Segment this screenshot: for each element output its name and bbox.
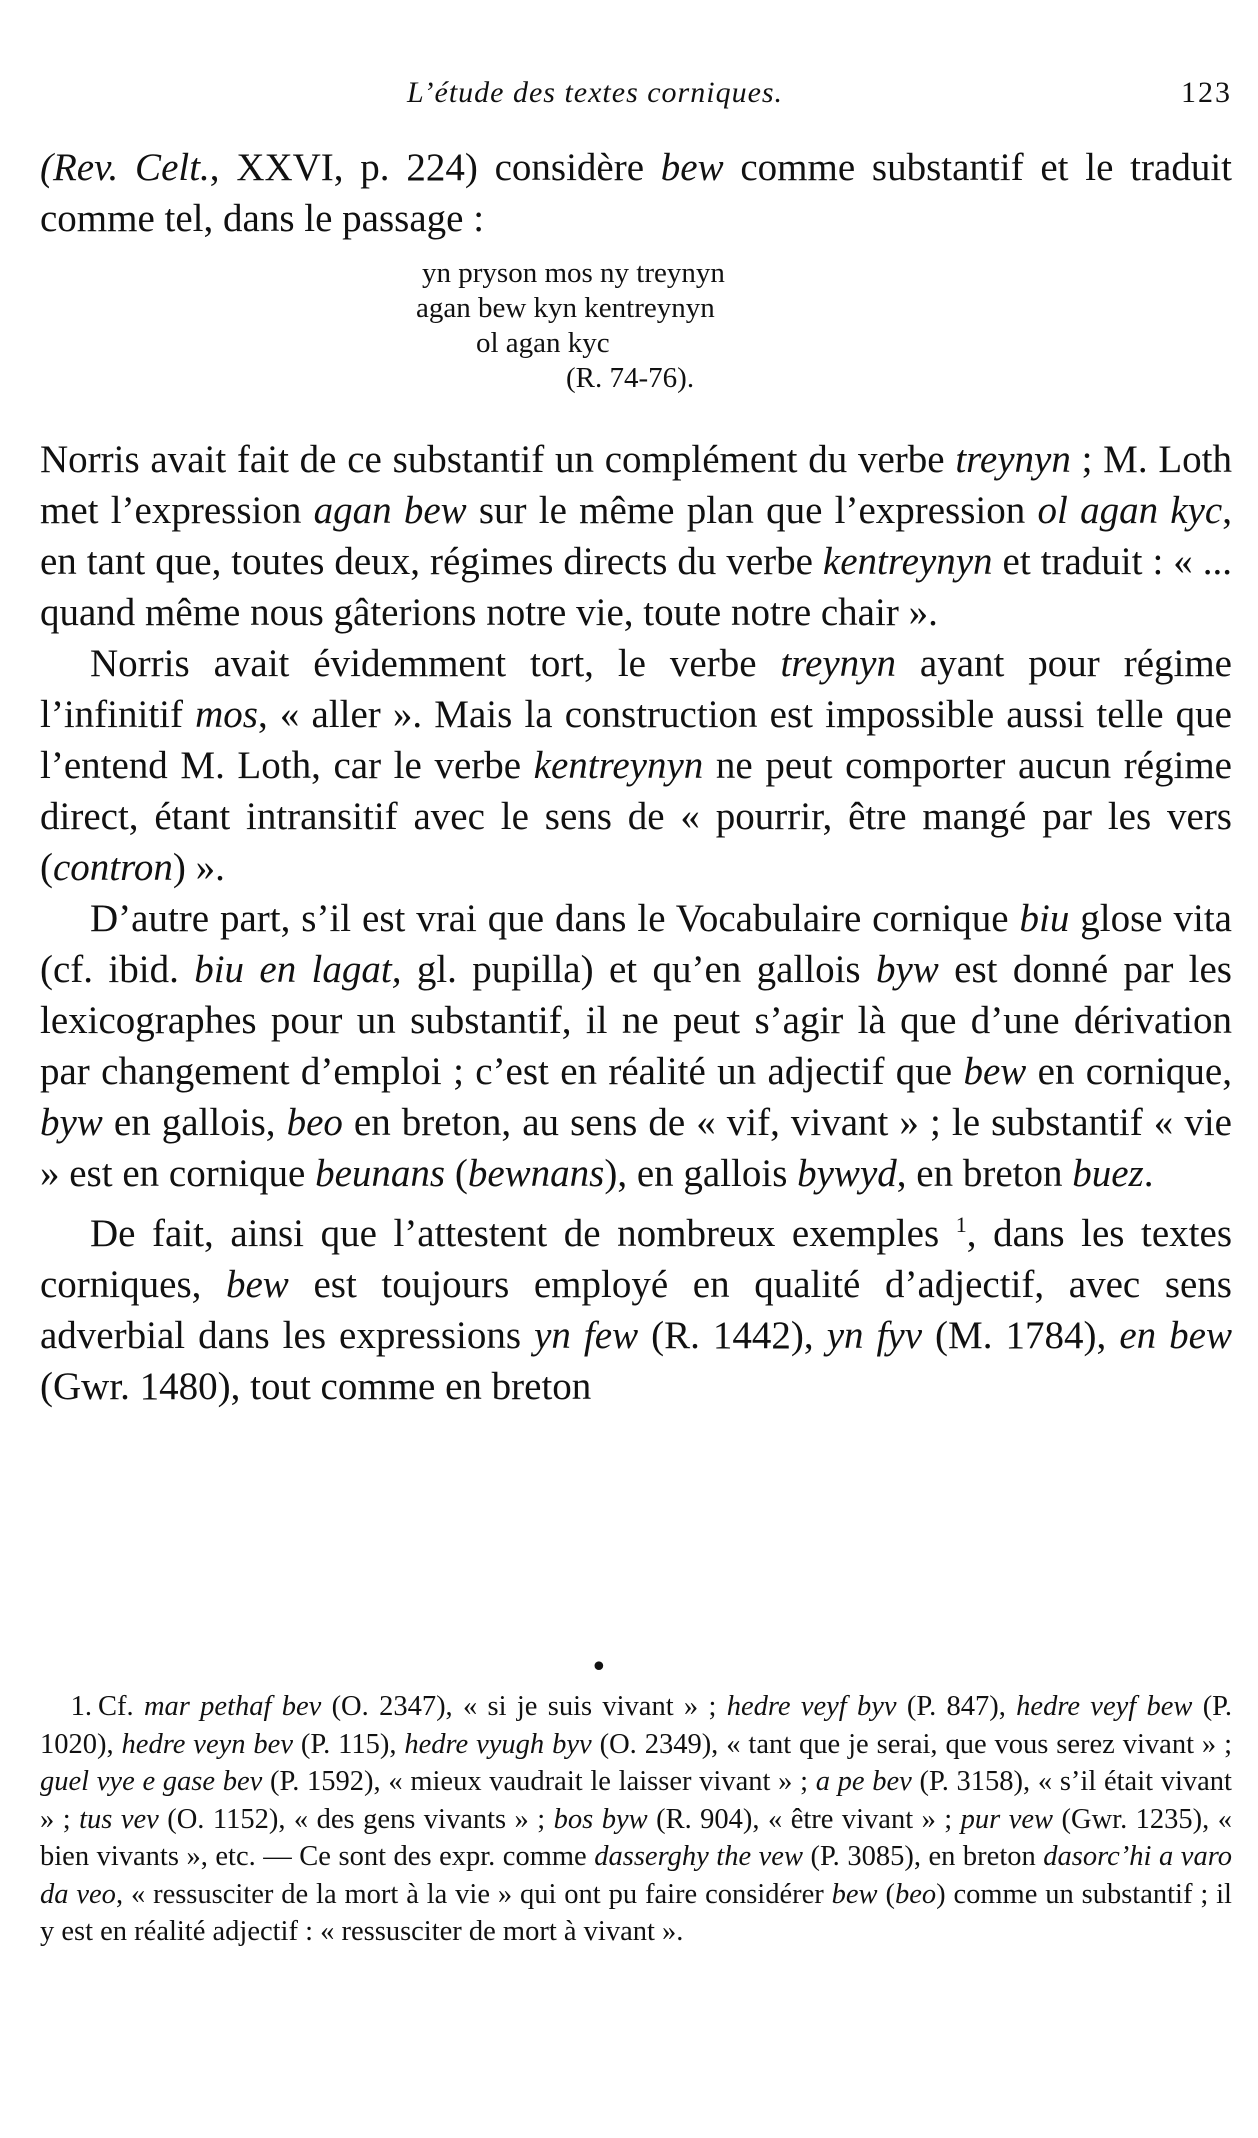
text-run: sur le même plan que l’expression bbox=[466, 489, 1038, 532]
footnote-text bbox=[40, 1691, 1232, 1947]
italic-term: hedre veyn bev bbox=[121, 1728, 293, 1760]
italic-term: mos bbox=[195, 693, 258, 736]
paragraph bbox=[40, 638, 1232, 893]
text-run: , « ressusciter de la mort à la vie » qui ont pu faire considérer bbox=[115, 1878, 832, 1910]
italic-term: (Rev. Celt. bbox=[40, 146, 210, 189]
italic-term: yn fyv bbox=[826, 1314, 923, 1357]
text-run: ( bbox=[877, 1878, 895, 1910]
text-run: , dans les textes corniques, bbox=[40, 1212, 1232, 1306]
italic-term: dasserghy the vew bbox=[594, 1841, 803, 1872]
opening-paragraph bbox=[40, 142, 1232, 244]
text-run: ) ». bbox=[172, 846, 225, 889]
italic-term: buez bbox=[1072, 1152, 1144, 1195]
text-run: (M. 1784), bbox=[922, 1314, 1120, 1357]
footnote-number: 1. bbox=[70, 1691, 92, 1722]
text-run: (R. 904), « être vivant » ; bbox=[647, 1803, 961, 1835]
text-run: ayant pour régime l’infinitif bbox=[40, 642, 1232, 736]
text-run: Norris avait évidemment tort, le verbe bbox=[90, 642, 781, 685]
text-run: De fait, ainsi que l’attestent de nombreux exemples bbox=[90, 1212, 956, 1255]
text-run: (R. 1442), bbox=[638, 1314, 827, 1357]
italic-term: pur vew bbox=[960, 1803, 1054, 1835]
italic-term: kentreynyn bbox=[533, 744, 704, 787]
text-run: , en tant que, toutes deux, régimes directs du verbe bbox=[40, 489, 1232, 583]
text-run: (Gwr. 1235), « bien vivants », etc. — Ce sont des expr. comme bbox=[40, 1803, 1232, 1872]
italic-term: beunans bbox=[315, 1152, 446, 1195]
text-run: ) comme un substantif ; il y est en réalité adjectif : « ressusciter de mort à vivant ». bbox=[40, 1878, 1232, 1947]
text-run: et traduit : « ... quand même nous gâterions notre vie, toute notre chair ». bbox=[40, 540, 1232, 634]
text-run: (P. 1020), bbox=[40, 1691, 1233, 1760]
verse-line: agan bew kyn kentreynyn bbox=[416, 292, 715, 324]
italic-term: guel vye e gase bev bbox=[40, 1766, 263, 1797]
italic-term: yn few bbox=[534, 1314, 639, 1357]
text-run: ; M. Loth met l’expression bbox=[40, 438, 1233, 532]
italic-term: ol agan kyc bbox=[1037, 489, 1223, 532]
italic-term: hedre veyf bew bbox=[1016, 1691, 1193, 1722]
text-run: , en breton bbox=[896, 1152, 1073, 1195]
verse-line: yn pryson mos ny treynyn bbox=[422, 257, 725, 289]
verse-line: ol agan kyc bbox=[476, 327, 610, 359]
text-run: (O. 1152), « des gens vivants » ; bbox=[158, 1803, 554, 1835]
text-run: ne peut comporter aucun régime direct, étant intransitif avec le sens de « pourrir, être mangé par les vers ( bbox=[40, 744, 1232, 889]
paragraph bbox=[40, 1199, 1232, 1412]
italic-term: treynyn bbox=[955, 438, 1071, 481]
text-run: (P. 847), bbox=[896, 1691, 1017, 1722]
verse-reference: (R. 74-76). bbox=[566, 362, 695, 394]
text-run: (Gwr. 1480), tout comme en breton bbox=[40, 1365, 592, 1408]
text-run: (P. 3085), en breton bbox=[802, 1841, 1044, 1872]
italic-term: a pe bev bbox=[815, 1766, 912, 1797]
italic-term: byw bbox=[40, 1101, 103, 1144]
paragraph bbox=[40, 893, 1232, 1199]
footnote bbox=[40, 1688, 1232, 1951]
text-run: Norris avait fait de ce substantif un complément du verbe bbox=[40, 438, 956, 481]
italic-term: biu en lagat, bbox=[194, 948, 402, 991]
text-run: , « aller ». Mais la construction est impossible aussi telle que l’entend M. Loth, car le verbe bbox=[40, 693, 1232, 787]
italic-term: bew bbox=[963, 1050, 1027, 1093]
italic-term: agan bew bbox=[313, 489, 467, 532]
text-run: (O. 2347), « si je suis vivant » ; bbox=[321, 1691, 727, 1722]
text-run: D’autre part, s’il est vrai que dans le Vocabulaire cornique bbox=[90, 897, 1020, 940]
text-run: ), en gallois bbox=[604, 1152, 798, 1195]
page-number: 123 bbox=[1181, 76, 1232, 109]
italic-term: bew bbox=[660, 146, 724, 189]
text-run: gl. pupilla) et qu’en gallois bbox=[401, 948, 876, 991]
text-run: (P. 1592), « mieux vaudrait le laisser vivant » ; bbox=[262, 1766, 816, 1797]
text-run: ( bbox=[445, 1152, 468, 1195]
text-run: est donné par les lexicographes pour un substantif, il ne peut s’agir là que d’une dérivation par changement d’emploi ; c’est en réalité un adjectif que bbox=[40, 948, 1232, 1093]
italic-term: contron bbox=[53, 846, 173, 889]
paragraph bbox=[40, 434, 1232, 638]
italic-term: byw bbox=[875, 948, 939, 991]
text-run: comme substantif et le traduit comme tel, dans le passage : bbox=[40, 146, 1232, 240]
italic-term: beo bbox=[894, 1878, 937, 1910]
text-run: (O. 2349), « tant que je serai, que vous serez vivant » ; bbox=[591, 1728, 1232, 1760]
page bbox=[40, 0, 1232, 2138]
separator-dot: • bbox=[590, 1650, 608, 1685]
text-run: . bbox=[1143, 1152, 1154, 1195]
text-run: (P. 115), bbox=[292, 1728, 405, 1760]
italic-term: biu bbox=[1019, 897, 1070, 940]
text-run: (P. 3158), « s’il était vivant » ; bbox=[40, 1766, 1232, 1835]
italic-term: kentreynyn bbox=[822, 540, 993, 583]
text-run: est toujours employé en qualité d’adjectif, avec sens adverbial dans les expressions bbox=[40, 1263, 1232, 1357]
italic-term: dasorc’hi a varo da veo bbox=[40, 1841, 1232, 1910]
running-head bbox=[40, 76, 1232, 116]
italic-term: treynyn bbox=[780, 642, 896, 685]
italic-term: bos byw bbox=[553, 1803, 648, 1835]
text-run: en gallois, bbox=[102, 1101, 287, 1144]
text-run: , XXVI, p. 224) considère bbox=[209, 146, 661, 189]
footnote-marker: 1 bbox=[955, 1212, 967, 1237]
italic-term: bywyd bbox=[797, 1152, 897, 1195]
italic-term: en bew bbox=[1119, 1314, 1232, 1357]
italic-term: mar pethaf bev bbox=[143, 1691, 322, 1722]
italic-term: bew bbox=[831, 1878, 878, 1910]
text-run: Cf. bbox=[98, 1691, 144, 1722]
verse-quotation bbox=[40, 256, 1232, 396]
italic-term: hedre vyugh byv bbox=[404, 1728, 592, 1760]
text-run: en cornique, bbox=[1026, 1050, 1232, 1093]
body-text bbox=[40, 142, 1232, 1412]
italic-term: hedre veyf byv bbox=[726, 1691, 897, 1722]
italic-term: bewnans bbox=[467, 1152, 605, 1195]
running-title: L’étude des textes corniques. bbox=[406, 76, 784, 109]
text-run: glose vita (cf. ibid. bbox=[40, 897, 1232, 991]
italic-term: bew bbox=[226, 1263, 289, 1306]
text-run: en breton, au sens de « vif, vivant » ; le substantif « vie » est en cornique bbox=[40, 1101, 1232, 1195]
italic-term: tus vev bbox=[79, 1803, 159, 1835]
italic-term: beo bbox=[286, 1101, 343, 1144]
